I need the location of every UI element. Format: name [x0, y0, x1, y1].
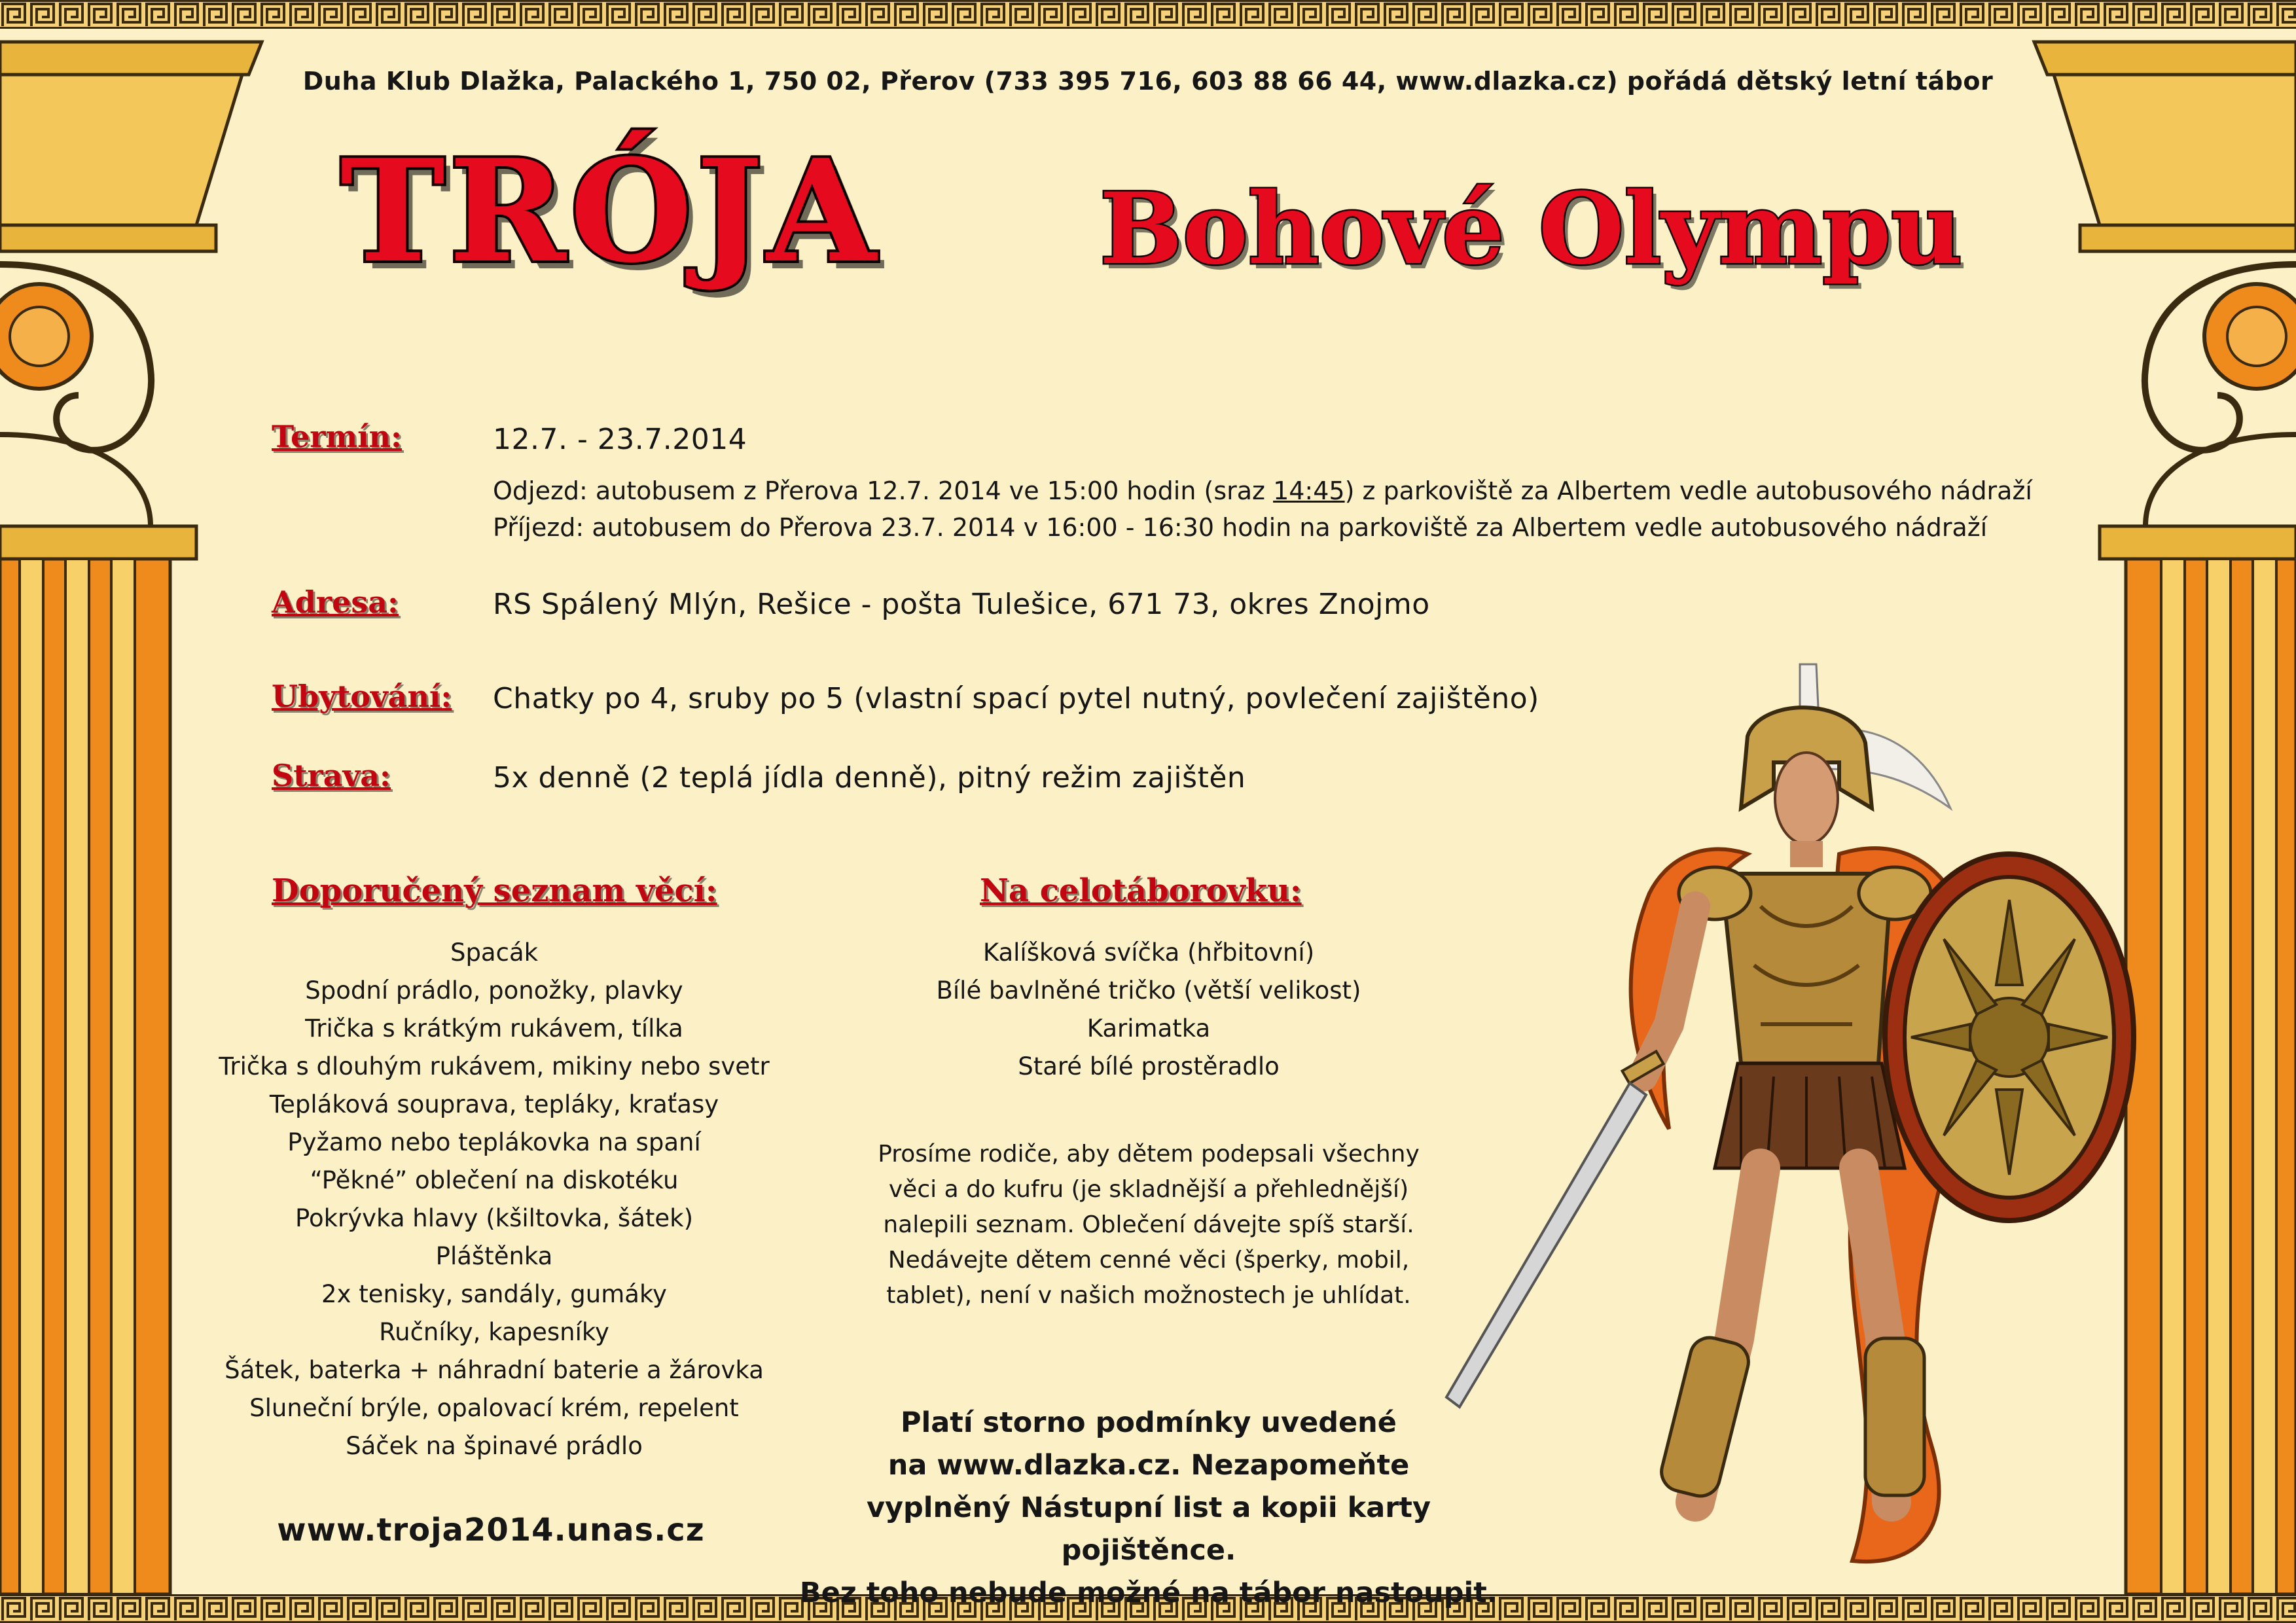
list-item: Pláštěnka — [435, 1242, 553, 1270]
strava-label: Strava: — [272, 758, 391, 793]
camp-game-title: Na celotáborovku: — [980, 872, 1302, 909]
camp-game-list — [838, 934, 1460, 1086]
adresa-value: RS Spálený Mlýn, Rešice - pošta Tulešice, 671 73, okres Znojmo — [493, 588, 1430, 621]
organizer-line: Duha Klub Dlažka, Palackého 1, 750 02, Přerov (733 395 716, 603 88 66 44, www.dlazka.cz) pořádá dětský letní tábor — [302, 67, 1994, 96]
packing-list-title: Doporučený seznam věcí: — [272, 872, 717, 909]
note-line: tablet), není v našich možnostech je uhlídat. — [886, 1282, 1411, 1309]
departure-text-start: Odjezd: autobusem z Přerova 12.7. 2014 ve 15:00 hodin (sraz — [493, 476, 1274, 505]
storno-note — [779, 1402, 1518, 1614]
note-line: Prosíme rodiče, aby dětem podepsali všechny — [878, 1141, 1420, 1168]
departure-text — [493, 476, 2032, 505]
note-line: vyplněný Nástupní list a kopii karty pojištěnce. — [866, 1491, 1431, 1567]
note-line: Nedávejte dětem cenné věci (šperky, mobil, — [888, 1247, 1410, 1274]
packing-list — [216, 934, 772, 1465]
termin-value: 12.7. - 23.7.2014 — [493, 423, 747, 456]
departure-text-end: ) z parkoviště za Albertem vedle autobusového nádraží — [1344, 476, 2032, 505]
greek-key-border-top — [0, 0, 2296, 29]
ubytovani-label: Ubytování: — [272, 679, 452, 714]
adresa-label: Adresa: — [272, 584, 399, 620]
list-item: Tepláková souprava, tepláky, kraťasy — [269, 1090, 719, 1118]
list-item: Spacák — [450, 938, 539, 967]
note-line: věci a do kufru (je skladnější a přehlednější) — [888, 1176, 1409, 1203]
note-line: Platí storno podmínky uvedené — [901, 1406, 1397, 1439]
list-item: Staré bílé prostěradlo — [1018, 1052, 1280, 1080]
list-item: Šátek, baterka + náhradní baterie a žárovka — [224, 1356, 764, 1384]
list-item: Karimatka — [1086, 1014, 1211, 1043]
note-line: na www.dlazka.cz. Nezapomeňte — [888, 1449, 1410, 1482]
note-line: nalepili seznam. Oblečení dávejte spíš starší. — [883, 1211, 1414, 1238]
list-item: Bílé bavlněné tričko (větší velikost) — [936, 976, 1361, 1005]
list-item: 2x tenisky, sandály, gumáky — [321, 1280, 667, 1308]
list-item: “Pěkné” oblečení na diskotéku — [310, 1166, 679, 1194]
list-item: Trička s krátkým rukávem, tílka — [305, 1014, 683, 1043]
meeting-time: 14:45 — [1273, 476, 1345, 505]
ubytovani-value: Chatky po 4, sruby po 5 (vlastní spací pytel nutný, povlečení zajištěno) — [493, 682, 1539, 715]
list-item: Pokrývka hlavy (kšiltovka, šátek) — [295, 1204, 694, 1232]
website-link[interactable]: www.troja2014.unas.cz — [277, 1512, 705, 1548]
page-subtitle: Bohové Olympu — [1100, 171, 1963, 287]
arrival-text: Příjezd: autobusem do Přerova 23.7. 2014 v 16:00 - 16:30 hodin na parkoviště za Albertem vedle autobusového nádraží — [493, 513, 1988, 542]
parents-note — [838, 1137, 1460, 1313]
list-item: Sluneční brýle, opalovací krém, repelent — [249, 1394, 739, 1422]
list-item: Spodní prádlo, ponožky, plavky — [305, 976, 683, 1005]
note-line: Bez toho nebude možné na tábor nastoupit. — [799, 1577, 1498, 1609]
list-item: Ručníky, kapesníky — [379, 1318, 609, 1346]
list-item: Trička s dlouhým rukávem, mikiny nebo svetr — [219, 1052, 770, 1080]
warrior-illustration — [1433, 658, 2147, 1580]
list-item: Sáček na špinavé prádlo — [346, 1432, 643, 1460]
list-item: Kalíšková svíčka (hřbitovní) — [982, 938, 1315, 967]
strava-value: 5x denně (2 teplá jídla denně), pitný režim zajištěn — [493, 761, 1246, 794]
page-title: TRÓJA — [340, 128, 880, 294]
list-item: Pyžamo nebo teplákovka na spaní — [287, 1128, 701, 1156]
termin-label: Termín: — [272, 419, 403, 454]
